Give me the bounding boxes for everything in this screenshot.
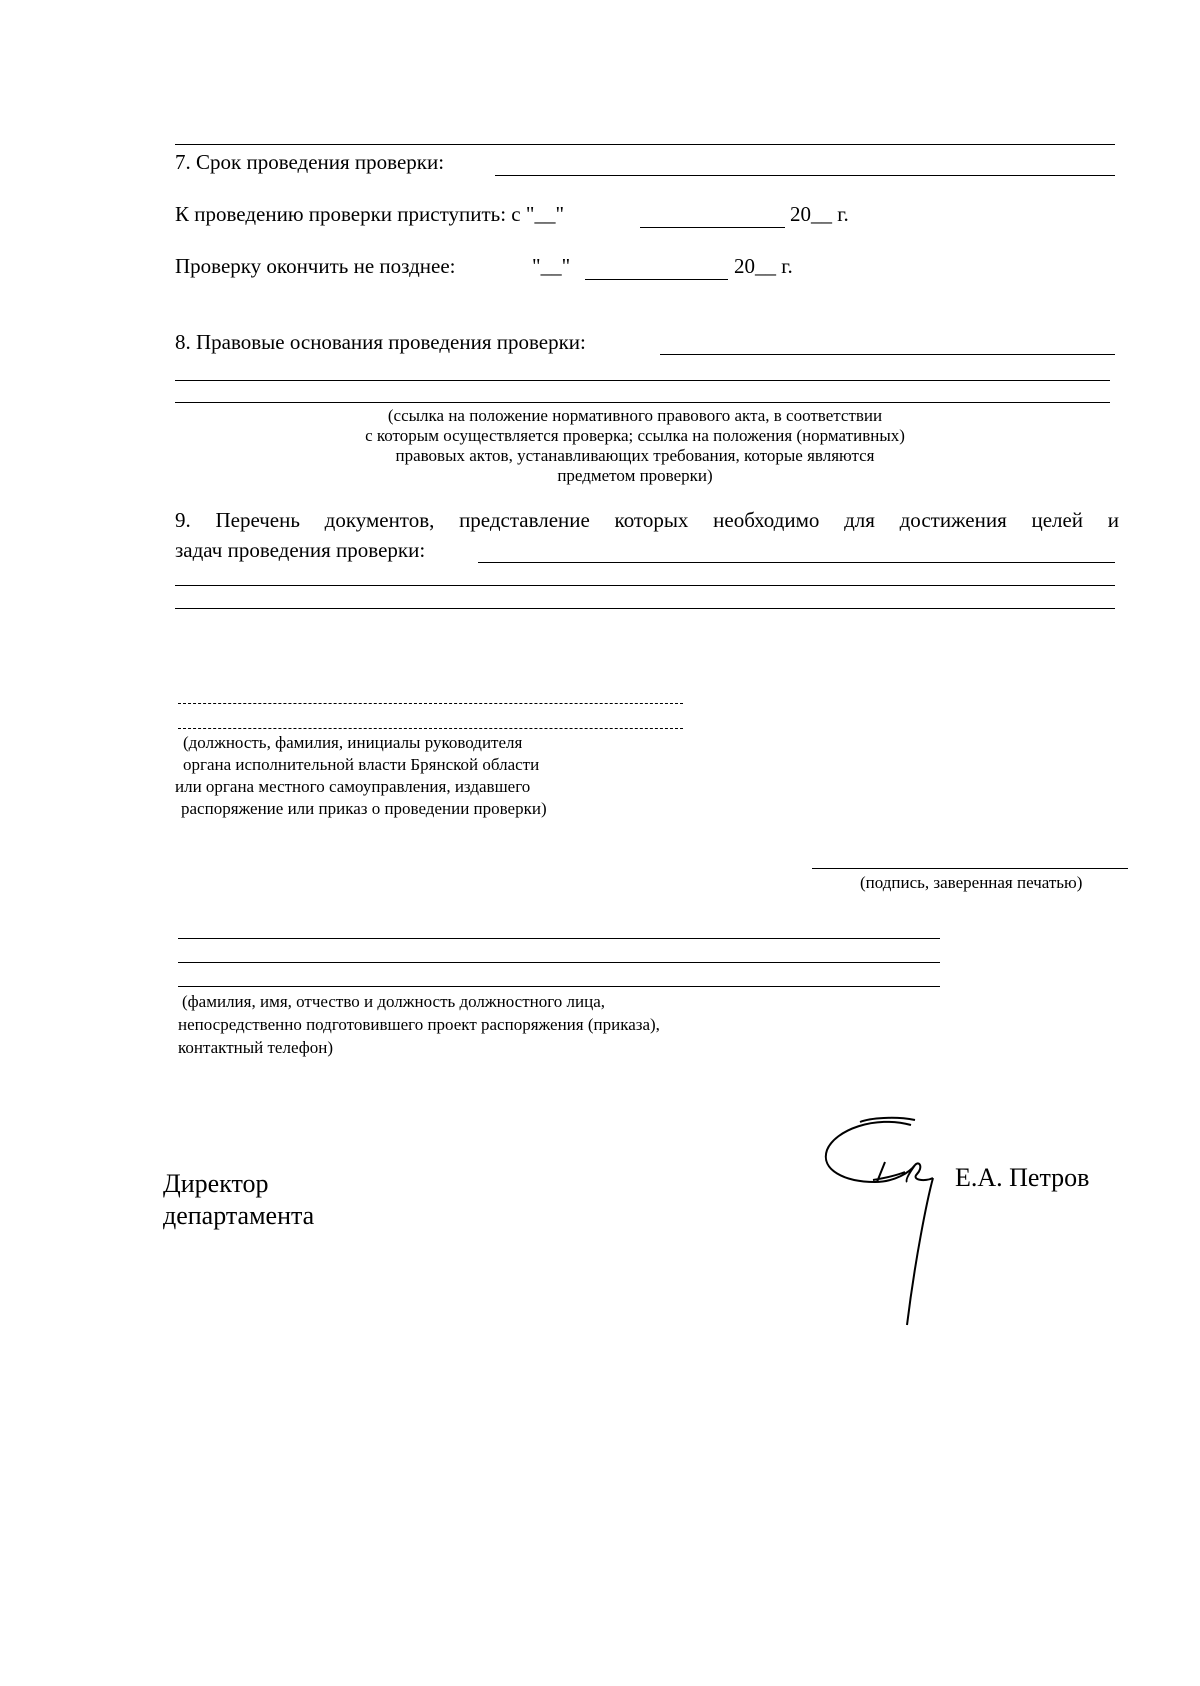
section8-fill-line-3 bbox=[175, 402, 1110, 403]
end-date-label: Проверку окончить не позднее: bbox=[175, 254, 456, 278]
signoff-name: Е.А. Петров bbox=[955, 1163, 1090, 1192]
section8-note-line: с которым осуществляется проверка; ссылка на положения (нормативных) bbox=[365, 426, 905, 445]
section7-title: 7. Срок проведения проверки: bbox=[175, 150, 445, 174]
top-rule bbox=[175, 144, 1115, 145]
signature-caption: (подпись, заверенная печатью) bbox=[860, 873, 1083, 892]
start-month-line bbox=[640, 227, 785, 228]
start-year: 20__ г. bbox=[790, 202, 849, 226]
section8-note bbox=[255, 406, 1015, 486]
head-caption bbox=[175, 732, 547, 820]
section8-note-line: (ссылка на положение нормативного правового акта, в соответствии bbox=[387, 406, 883, 425]
section8-note-line: предметом проверки) bbox=[557, 466, 713, 485]
section9-line1: 9. Перечень документов, представление которых необходимо для достижения целей и bbox=[175, 508, 1119, 532]
head-fill-line-2 bbox=[178, 728, 683, 729]
head-caption-line: распоряжение или приказ о проведении проверки) bbox=[181, 799, 547, 818]
section9-fill-line-2 bbox=[175, 585, 1115, 586]
preparer-fill-line-2 bbox=[178, 962, 940, 963]
head-fill-line-1 bbox=[178, 703, 683, 704]
section9-fill-line-3 bbox=[175, 608, 1115, 609]
section7-fill-line bbox=[495, 175, 1115, 176]
preparer-fill-line-1 bbox=[178, 938, 940, 939]
section8-title: 8. Правовые основания проведения проверки: bbox=[175, 330, 586, 354]
end-year: 20__ г. bbox=[734, 254, 793, 278]
section8-fill-line-2 bbox=[175, 380, 1110, 381]
head-caption-line: или органа местного самоуправления, издавшего bbox=[175, 777, 531, 796]
section8-note-line: правовых актов, устанавливающих требования, которые являются bbox=[395, 446, 875, 465]
signoff-position bbox=[163, 1168, 314, 1232]
start-date-label: К проведению проверки приступить: с "__" bbox=[175, 202, 565, 226]
preparer-caption-line: (фамилия, имя, отчество и должность должностного лица, bbox=[182, 992, 606, 1011]
end-date-quote: "__" bbox=[532, 254, 571, 278]
preparer-caption-line: непосредственно подготовившего проект распоряжения (приказа), bbox=[178, 1015, 660, 1034]
preparer-fill-line-3 bbox=[178, 986, 940, 987]
head-caption-line: (должность, фамилия, инициалы руководителя bbox=[183, 733, 523, 752]
section8-fill-line-1 bbox=[660, 354, 1115, 355]
handwritten-signature bbox=[815, 1110, 975, 1330]
signature-line bbox=[812, 868, 1128, 869]
head-caption-line: органа исполнительной власти Брянской области bbox=[183, 755, 540, 774]
section9-line2: задач проведения проверки: bbox=[175, 538, 426, 562]
section9-fill-line-1 bbox=[478, 562, 1115, 563]
signoff-position-line1: Директор bbox=[163, 1169, 269, 1198]
preparer-caption-line: контактный телефон) bbox=[178, 1038, 333, 1057]
end-month-line bbox=[585, 279, 728, 280]
signoff-position-line2: департамента bbox=[163, 1201, 315, 1230]
preparer-caption bbox=[178, 990, 660, 1059]
